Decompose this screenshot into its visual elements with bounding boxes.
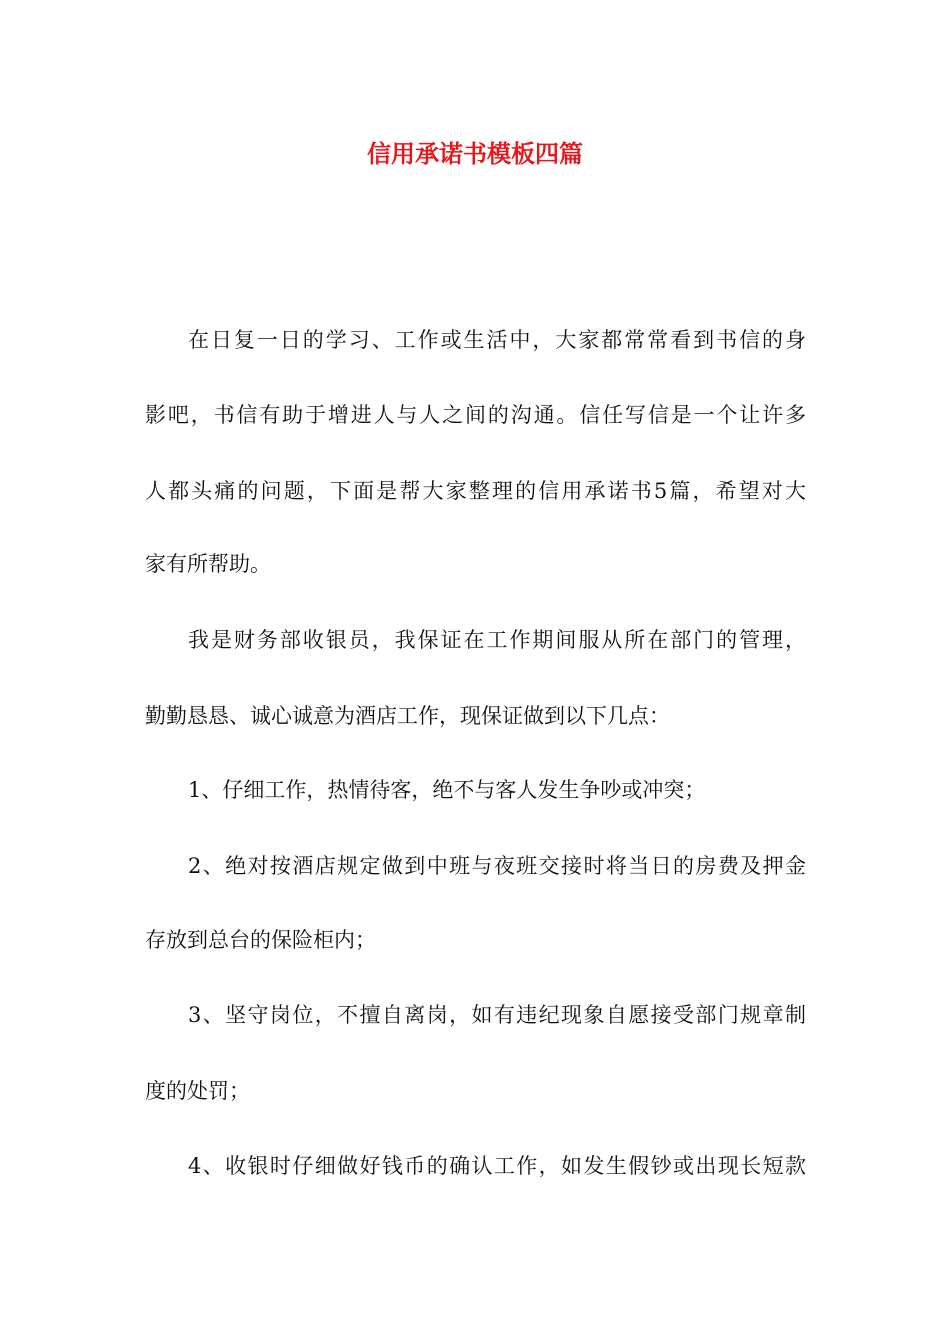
document-title: 信用承诺书模板四篇 <box>367 139 583 168</box>
list-item-4-line-1: 4、收银时仔细做好钱币的确认工作，如发生假钞或出现长短款 <box>188 1154 806 1178</box>
paragraph-line-6: 勤勤恳恳、诚心诚意为酒店工作，现保证做到以下几点： <box>145 704 670 728</box>
list-item-1: 1、仔细工作，热情待客，绝不与客人发生争吵或冲突； <box>188 778 706 802</box>
paragraph-line-2: 影吧，书信有助于增进人与人之间的沟通。信任写信是一个让许多 <box>145 403 806 427</box>
paragraph-line-1: 在日复一日的学习、工作或生活中，大家都常常看到书信的身 <box>188 328 806 352</box>
paragraph-line-5: 我是财务部收银员，我保证在工作期间服从所在部门的管理， <box>188 628 806 652</box>
list-item-2-line-1: 2、绝对按酒店规定做到中班与夜班交接时将当日的房费及押金 <box>188 854 806 878</box>
list-item-3-line-1: 3、坚守岗位，不擅自离岗，如有违纪现象自愿接受部门规章制 <box>188 1003 806 1027</box>
list-item-3-line-2: 度的处罚； <box>145 1079 250 1103</box>
list-item-2-line-2: 存放到总台的保险柜内； <box>145 928 376 952</box>
paragraph-line-4: 家有所帮助。 <box>145 552 271 576</box>
paragraph-line-3: 人都头痛的问题，下面是帮大家整理的信用承诺书5篇，希望对大 <box>145 479 806 503</box>
